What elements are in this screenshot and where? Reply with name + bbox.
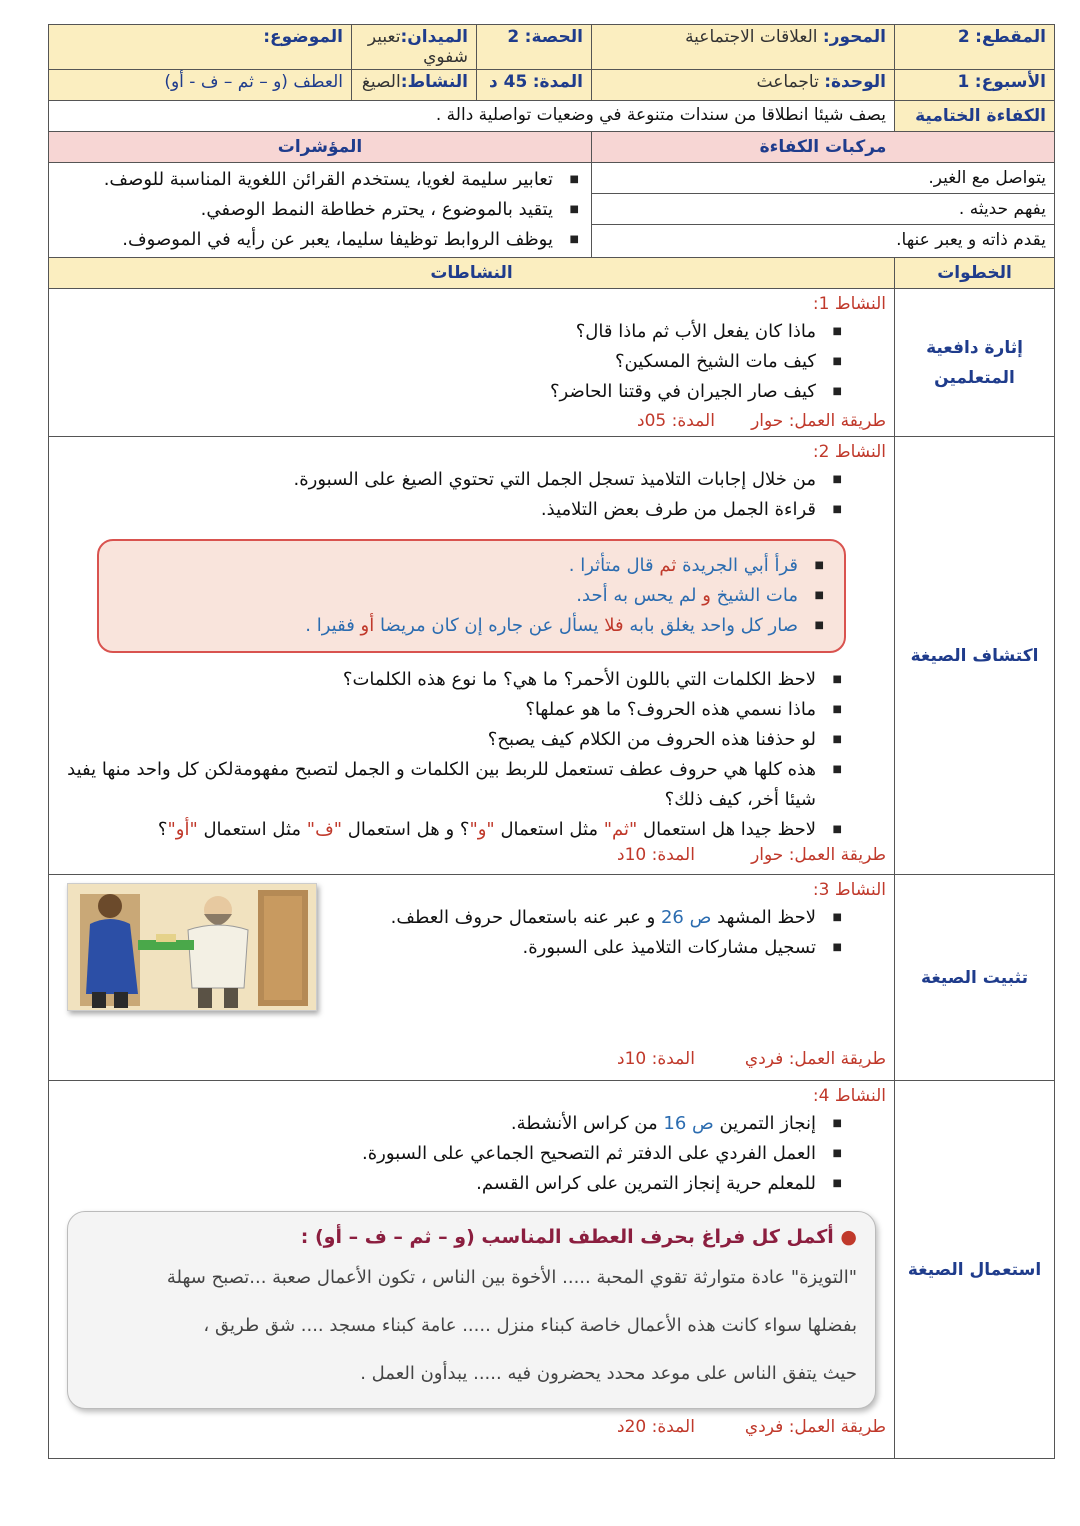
exercise-line: حيث يتفق الناس على موعد محدد يحضرون فيه ..... يبدأون العمل .: [360, 1363, 857, 1384]
question-item: ■ لو حذفنا هذه الحروف من الكلام كيف يصبح؟: [57, 725, 846, 755]
duration: المدة: 20د: [617, 1417, 695, 1437]
component-item: يفهم حديثه .: [592, 194, 1054, 225]
mawdou-value-cell: العطف (و – ثم – ف - أو): [49, 70, 352, 101]
neighbors-scene-icon: [68, 884, 316, 1010]
indicator-item: ■ يوظف الروابط توظيفا سليما، يعبر عن رأيه في الموصوف.: [57, 225, 583, 255]
header-row-1: [49, 25, 1055, 70]
competence-row: [49, 101, 1055, 132]
component-item: يتواصل مع الغير.: [592, 163, 1054, 194]
activities-header: النشاطات: [49, 258, 895, 289]
competence-text: يصف شيئا انطلاقا من سندات متنوعة في وضعيات تواصلية دالة .: [49, 101, 895, 132]
duration: المدة: 10د: [617, 1049, 695, 1069]
nashat-cell: النشاط:الصيغ: [352, 70, 477, 101]
activity-item: ■ من خلال إجابات التلاميذ تسجل الجمل التي تحتوي الصيغ على السبورة.: [57, 465, 846, 495]
work-method: طريقة العمل: حوار: [751, 845, 886, 865]
question-item: ■ لاحظ الكلمات التي باللون الأحمر؟ ما هي؟ ما نوع هذه الكلمات؟: [57, 665, 846, 695]
wahda-cell: الوحدة: تاجماعث: [592, 70, 895, 101]
exercise-line: "التويزة" عادة متوارثة تقوي المحبة ..... الأخوة بين الناس ، تكون الأعمال صعبة ...تصبح سهلة: [166, 1267, 857, 1288]
activity-item: ■ للمعلم حرية إنجاز التمرين على كراس القسم.: [57, 1169, 846, 1199]
example-sentence: ■ مات الشيخ و لم يحس به أحد.: [115, 581, 828, 611]
activity-1-cell: [49, 289, 895, 437]
activity-item: ■ لاحظ المشهد ص 26 و عبر عنه باستعمال حروف العطف.: [326, 903, 846, 933]
usbou-cell: الأسبوع: 1: [895, 70, 1055, 101]
example-sentence: ■ قرأ أبي الجريدة ثم قال متأثرا .: [115, 551, 828, 581]
maydan-cell: الميدان:تعبير شفوي: [352, 25, 477, 70]
component-item: يقدم ذاته و يعبر عنها.: [896, 230, 1046, 250]
question-item: ■ هذه كلها هي حروف عطف تستعمل للربط بين الكلمات و الجمل لتصبح مفهومةلكن كل واحد منها يفيد شيئا أخر، كيف ذلك؟: [57, 755, 846, 815]
activity-title: النشاط 3:: [812, 880, 886, 900]
columns-header-row: [49, 132, 1055, 163]
activity-title: النشاط 1:: [812, 294, 886, 314]
duration: المدة: 05د: [637, 411, 715, 431]
step-discovery: اكتشاف الصيغة: [895, 437, 1055, 875]
activity-title: النشاط 4:: [812, 1086, 886, 1106]
activity-4-cell: [49, 1081, 895, 1459]
steps-header: الخطوات: [895, 258, 1055, 289]
hissa-cell: الحصة: 2: [477, 25, 592, 70]
section-row-4: [49, 1081, 1055, 1459]
mihwar-cell: المحور: العلاقات الاجتماعية: [592, 25, 895, 70]
activity-item: ■ ماذا كان يفعل الأب ثم ماذا قال؟: [57, 317, 846, 347]
indicators-cell: [49, 163, 592, 258]
section-row-2: [49, 437, 1055, 875]
activity-item: ■ قراءة الجمل من طرف بعض التلاميذ.: [57, 495, 846, 525]
lesson-plan-table: [48, 24, 1055, 1459]
activity-title: النشاط 2:: [812, 442, 886, 462]
duration: المدة: 10د: [617, 845, 695, 865]
work-method: طريقة العمل: حوار: [751, 411, 886, 431]
activity-meta: [57, 411, 886, 431]
activity-item: ■ العمل الفردي على الدفتر ثم التصحيح الجماعي على السبورة.: [57, 1139, 846, 1169]
competence-label: الكفاءة الختامية: [895, 101, 1055, 132]
work-method: طريقة العمل: فردي: [744, 1417, 886, 1437]
indicator-item: ■ تعابير سليمة لغويا، يستخدم القرائن اللغوية المناسبة للوصف.: [57, 165, 583, 195]
step-motivation: إثارة دافعية المتعلمين: [895, 289, 1055, 437]
activity-3-cell: [49, 875, 895, 1081]
maqta-cell: المقطع: 2: [895, 25, 1055, 70]
indicators-header: المؤشرات: [49, 132, 592, 163]
mawdou-label-cell: الموضوع:: [49, 25, 352, 70]
question-item: ■ ماذا نسمي هذه الحروف؟ ما هو عملها؟: [57, 695, 846, 725]
step-usage: استعمال الصيغة: [895, 1081, 1055, 1459]
examples-box: [97, 539, 846, 653]
exercise-box: [67, 1211, 876, 1409]
section-row-3: [49, 875, 1055, 1081]
scene-illustration: [67, 883, 317, 1011]
components-indicators-row: [49, 163, 1055, 258]
activity-meta: [57, 1049, 886, 1069]
exercise-title: ● أكمل كل فراغ بحرف العطف المناسب (و – ثم – ف – أو) :: [300, 1226, 857, 1248]
section-row-1: [49, 289, 1055, 437]
activity-item: ■ تسجيل مشاركات التلاميذ على السبورة.: [326, 933, 846, 963]
activity-item: ■ كيف صار الجيران في وقتنا الحاضر؟: [57, 377, 846, 407]
activity-meta: [57, 845, 886, 865]
work-method: طريقة العمل: فردي: [744, 1049, 886, 1069]
activity-item: ■ إنجاز التمرين ص 16 من كراس الأنشطة.: [57, 1109, 846, 1139]
activity-item: ■ كيف مات الشيخ المسكين؟: [57, 347, 846, 377]
components-header: مركبات الكفاءة: [592, 132, 1055, 163]
mudda-cell: المدة: 45 د: [477, 70, 592, 101]
components-cell: [592, 163, 1055, 258]
bullet-icon: ●: [833, 1226, 857, 1248]
indicator-item: ■ يتقيد بالموضوع ، يحترم خطاطة النمط الوصفي.: [57, 195, 583, 225]
step-consolidation: تثبيت الصيغة: [895, 875, 1055, 1081]
header-row-2: [49, 70, 1055, 101]
question-item: ■ لاحظ جيدا هل استعمال "ثم" مثل استعمال "و"؟ و هل استعمال "ف" مثل استعمال "أو"؟: [57, 815, 846, 845]
exercise-line: بفضلها سواء كانت هذه الأعمال خاصة كبناء منزل ..... عامة كبناء مسجد .... شق طريق ،: [203, 1315, 857, 1336]
activity-2-cell: [49, 437, 895, 875]
activity-meta: [57, 1417, 886, 1437]
example-sentence: ■ صار كل واحد يغلق بابه فلا يسأل عن جاره إن كان مريضا أو فقيرا .: [115, 611, 828, 641]
steps-header-row: [49, 258, 1055, 289]
